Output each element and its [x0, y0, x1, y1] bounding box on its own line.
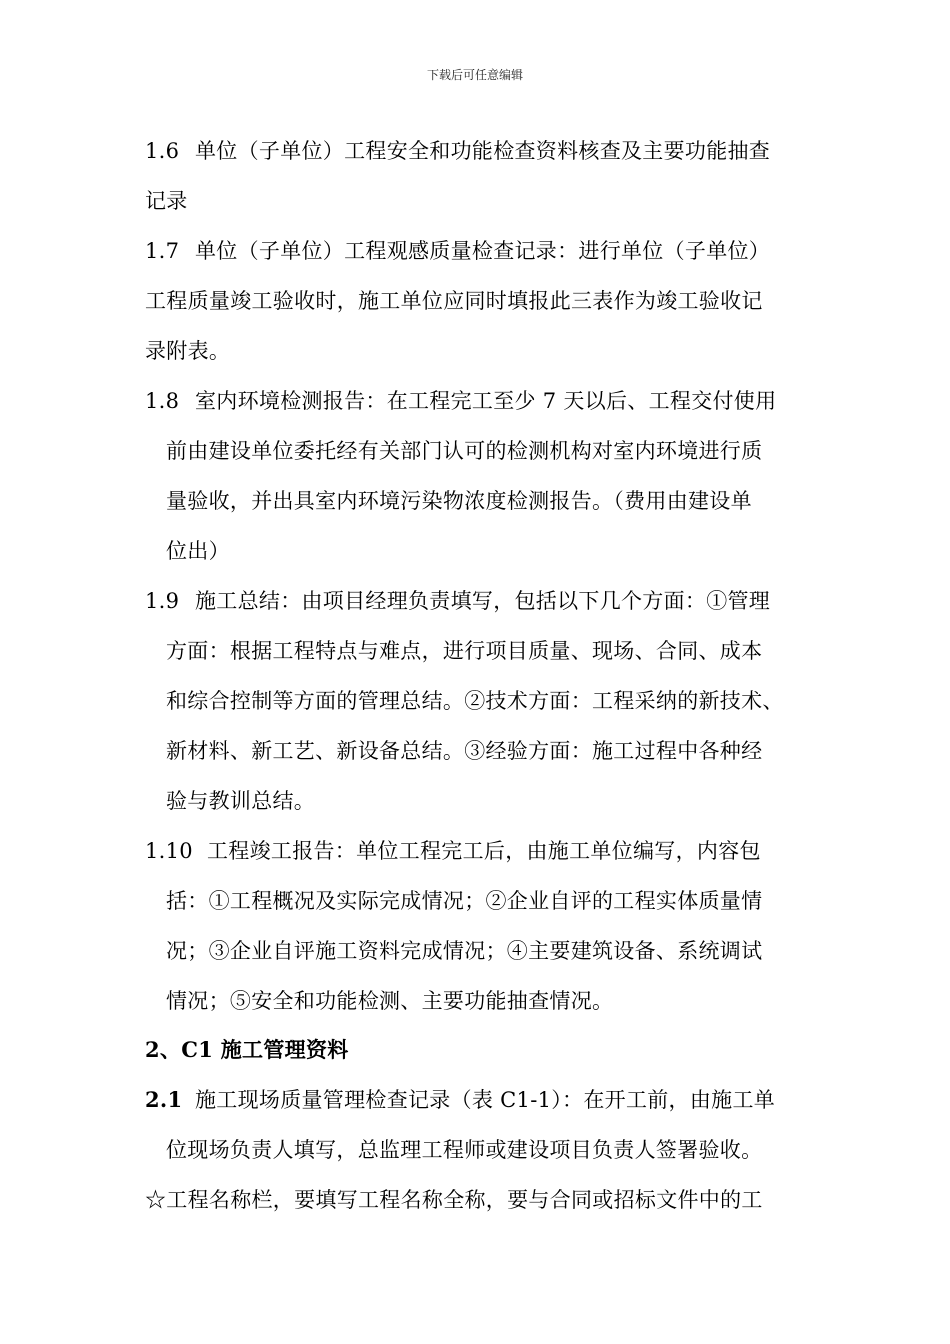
paragraph-1-7-line-2: 工程质量竣工验收时，施工单位应同时填报此三表作为竣工验收记 — [145, 289, 763, 313]
item-text: 单位（子单位）工程观感质量检查记录：进行单位（子单位） — [195, 239, 771, 263]
paragraph-1-6-line-2: 记录 — [145, 189, 188, 213]
paragraph-1-7-line-1 — [145, 237, 770, 265]
item-number: 1.6 — [145, 139, 180, 163]
item-number: 1.10 — [145, 839, 193, 863]
page-header: 下载后可任意编辑 — [426, 68, 523, 82]
item-number: 2.1 — [145, 1087, 183, 1112]
star-note-line-1: ☆工程名称栏，要填写工程名称全称，要与合同或招标文件中的工 — [145, 1188, 763, 1212]
paragraph-1-10-line-1 — [145, 837, 761, 865]
item-number: 1.9 — [145, 589, 180, 613]
item-text: 施工现场质量管理检查记录（表 C1-1）：在开工前，由施工单 — [195, 1088, 776, 1112]
item-number: 1.8 — [145, 389, 180, 413]
paragraph-1-8-line-4: 位出） — [166, 539, 230, 563]
item-text: 施工总结：由项目经理负责填写，包括以下几个方面：①管理 — [195, 589, 771, 613]
paragraph-1-9-line-2: 方面：根据工程特点与难点，进行项目质量、现场、合同、成本 — [166, 639, 763, 663]
paragraph-1-8-line-2: 前由建设单位委托经有关部门认可的检测机构对室内环境进行质 — [166, 439, 763, 463]
paragraph-1-7-line-3: 录附表。 — [145, 339, 231, 363]
paragraph-1-9-line-4: 新材料、新工艺、新设备总结。③经验方面：施工过程中各种经 — [166, 739, 763, 763]
item-number: 1.7 — [145, 239, 180, 263]
item-text: 工程竣工报告：单位工程完工后，由施工单位编写，内容包 — [207, 839, 761, 863]
paragraph-1-8-line-3: 量验收，并出具室内环境污染物浓度检测报告。（费用由建设单 — [166, 489, 752, 513]
paragraph-1-10-line-4: 情况；⑤安全和功能检测、主要功能抽查情况。 — [166, 989, 614, 1013]
paragraph-1-8-line-1 — [145, 387, 776, 415]
paragraph-2-1-line-2: 位现场负责人填写，总监理工程师或建设项目负责人签署验收。 — [166, 1138, 763, 1162]
paragraph-1-9-line-5: 验与教训总结。 — [166, 789, 316, 813]
paragraph-1-10-line-2: 括：①工程概况及实际完成情况；②企业自评的工程实体质量情 — [166, 889, 763, 913]
paragraph-2-1-line-1 — [145, 1086, 775, 1114]
item-text: 单位（子单位）工程安全和功能检查资料核查及主要功能抽查 — [195, 139, 771, 163]
paragraph-1-10-line-3: 况；③企业自评施工资料完成情况；④主要建筑设备、系统调试 — [166, 939, 763, 963]
section-2-heading: 2、C1 施工管理资料 — [145, 1037, 349, 1062]
paragraph-1-9-line-1 — [145, 587, 770, 615]
paragraph-1-6-line-1 — [145, 137, 770, 165]
paragraph-1-9-line-3: 和综合控制等方面的管理总结。②技术方面：工程采纳的新技术、 — [166, 689, 784, 713]
item-text: 室内环境检测报告：在工程完工至少 7 天以后、工程交付使用 — [195, 389, 777, 413]
